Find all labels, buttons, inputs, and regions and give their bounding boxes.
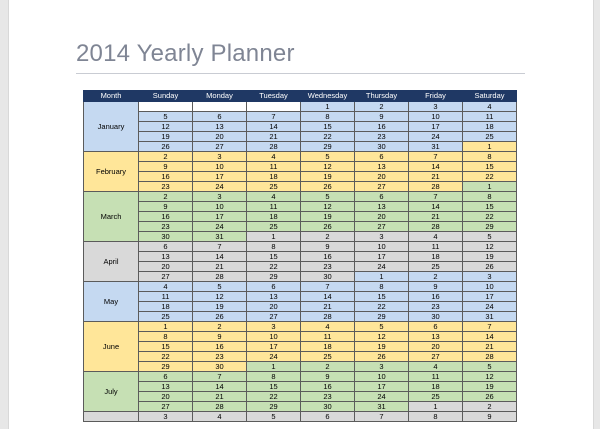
day-cell[interactable]: 1 — [247, 232, 301, 242]
day-cell[interactable]: 6 — [193, 112, 247, 122]
month-label — [84, 412, 139, 422]
day-cell[interactable]: 23 — [355, 132, 409, 142]
day-cell[interactable]: 30 — [355, 142, 409, 152]
day-cell[interactable]: 29 — [247, 272, 301, 282]
day-cell[interactable]: 19 — [463, 382, 517, 392]
day-cell[interactable]: 18 — [139, 302, 193, 312]
week-row — [84, 252, 517, 262]
day-cell[interactable]: 13 — [139, 382, 193, 392]
day-cell[interactable]: 17 — [355, 252, 409, 262]
day-cell[interactable]: 1 — [139, 322, 193, 332]
day-cell[interactable]: 10 — [463, 282, 517, 292]
day-cell[interactable]: 27 — [139, 272, 193, 282]
week-row — [84, 202, 517, 212]
day-cell[interactable]: 23 — [301, 392, 355, 402]
day-cell[interactable]: 26 — [355, 352, 409, 362]
day-cell[interactable]: 16 — [193, 342, 247, 352]
day-cell[interactable]: 9 — [193, 332, 247, 342]
day-cell[interactable]: 29 — [463, 222, 517, 232]
day-cell[interactable]: 18 — [247, 172, 301, 182]
week-row — [84, 122, 517, 132]
day-cell[interactable]: 24 — [463, 302, 517, 312]
day-cell[interactable]: 27 — [409, 352, 463, 362]
day-cell[interactable]: 8 — [463, 192, 517, 202]
day-cell[interactable]: 18 — [463, 122, 517, 132]
week-row — [84, 382, 517, 392]
day-cell[interactable]: 7 — [355, 412, 409, 422]
day-cell[interactable]: 25 — [247, 182, 301, 192]
day-cell[interactable]: 4 — [409, 362, 463, 372]
header-month: Month — [84, 91, 139, 102]
day-cell[interactable]: 2 — [301, 232, 355, 242]
week-row — [84, 322, 517, 332]
day-cell[interactable]: 8 — [139, 332, 193, 342]
header-tuesday: Tuesday — [247, 91, 301, 102]
day-cell[interactable]: 1 — [355, 272, 409, 282]
day-cell[interactable]: 6 — [355, 192, 409, 202]
day-cell[interactable]: 26 — [301, 222, 355, 232]
day-cell[interactable]: 17 — [247, 342, 301, 352]
day-cell[interactable]: 3 — [247, 322, 301, 332]
day-cell[interactable]: 23 — [301, 262, 355, 272]
header-friday: Friday — [409, 91, 463, 102]
day-cell[interactable]: 1 — [301, 102, 355, 112]
day-cell[interactable]: 2 — [193, 322, 247, 332]
day-cell[interactable]: 5 — [301, 152, 355, 162]
day-cell[interactable]: 15 — [139, 342, 193, 352]
day-cell[interactable]: 13 — [355, 202, 409, 212]
day-cell[interactable]: 3 — [463, 272, 517, 282]
day-cell[interactable]: 15 — [463, 202, 517, 212]
day-cell[interactable]: 3 — [409, 102, 463, 112]
day-cell[interactable]: 10 — [247, 332, 301, 342]
day-cell[interactable]: 11 — [463, 112, 517, 122]
day-cell[interactable]: 31 — [193, 232, 247, 242]
day-cell[interactable]: 9 — [139, 202, 193, 212]
document-page — [8, 0, 594, 429]
planner-title: 2014 Yearly Planner — [76, 40, 295, 67]
day-cell[interactable]: 8 — [409, 412, 463, 422]
day-cell[interactable]: 16 — [139, 172, 193, 182]
day-cell[interactable]: 18 — [301, 342, 355, 352]
day-cell[interactable]: 21 — [301, 302, 355, 312]
day-cell[interactable]: 13 — [247, 292, 301, 302]
month-label: January — [84, 102, 139, 152]
day-cell[interactable]: 14 — [193, 252, 247, 262]
day-cell[interactable]: 19 — [193, 302, 247, 312]
day-cell[interactable]: 20 — [139, 262, 193, 272]
header-row — [84, 91, 517, 102]
day-cell[interactable] — [193, 102, 247, 112]
day-cell[interactable]: 22 — [301, 132, 355, 142]
day-cell[interactable]: 18 — [409, 252, 463, 262]
day-cell[interactable]: 11 — [409, 242, 463, 252]
day-cell[interactable]: 6 — [355, 152, 409, 162]
week-row — [84, 292, 517, 302]
day-cell[interactable]: 3 — [355, 362, 409, 372]
header-monday: Monday — [193, 91, 247, 102]
day-cell[interactable]: 30 — [409, 312, 463, 322]
week-row — [84, 222, 517, 232]
day-cell[interactable]: 26 — [193, 312, 247, 322]
day-cell[interactable]: 30 — [139, 232, 193, 242]
day-cell[interactable]: 14 — [463, 332, 517, 342]
day-cell[interactable]: 28 — [193, 272, 247, 282]
day-cell[interactable]: 3 — [193, 192, 247, 202]
day-cell[interactable]: 17 — [355, 382, 409, 392]
day-cell[interactable]: 17 — [409, 122, 463, 132]
day-cell[interactable]: 8 — [247, 242, 301, 252]
day-cell[interactable]: 3 — [139, 412, 193, 422]
day-cell[interactable]: 25 — [409, 262, 463, 272]
month-label: June — [84, 322, 139, 372]
day-cell[interactable]: 2 — [355, 102, 409, 112]
month-label: February — [84, 152, 139, 192]
day-cell[interactable]: 16 — [301, 382, 355, 392]
day-cell[interactable]: 2 — [139, 152, 193, 162]
day-cell[interactable]: 7 — [409, 152, 463, 162]
header-sunday: Sunday — [139, 91, 193, 102]
day-cell[interactable]: 20 — [193, 132, 247, 142]
day-cell[interactable]: 26 — [301, 182, 355, 192]
day-cell[interactable]: 28 — [301, 312, 355, 322]
day-cell[interactable]: 20 — [355, 212, 409, 222]
day-cell[interactable]: 16 — [301, 252, 355, 262]
day-cell[interactable]: 12 — [355, 332, 409, 342]
day-cell[interactable]: 14 — [247, 122, 301, 132]
day-cell[interactable]: 12 — [301, 162, 355, 172]
day-cell[interactable]: 14 — [193, 382, 247, 392]
day-cell[interactable]: 15 — [463, 162, 517, 172]
week-row — [84, 272, 517, 282]
day-cell[interactable]: 19 — [301, 212, 355, 222]
day-cell[interactable]: 13 — [193, 122, 247, 132]
day-cell[interactable]: 25 — [463, 132, 517, 142]
planner-table — [83, 90, 517, 422]
day-cell[interactable]: 28 — [409, 182, 463, 192]
day-cell[interactable]: 2 — [463, 402, 517, 412]
day-cell[interactable]: 19 — [139, 132, 193, 142]
day-cell[interactable]: 7 — [409, 192, 463, 202]
day-cell[interactable]: 28 — [247, 142, 301, 152]
day-cell[interactable]: 19 — [301, 172, 355, 182]
week-row — [84, 412, 517, 422]
day-cell[interactable]: 5 — [193, 282, 247, 292]
day-cell[interactable]: 6 — [139, 242, 193, 252]
day-cell[interactable]: 20 — [247, 302, 301, 312]
day-cell[interactable] — [139, 102, 193, 112]
planner-body — [84, 102, 517, 422]
day-cell[interactable]: 23 — [409, 302, 463, 312]
day-cell[interactable]: 10 — [355, 242, 409, 252]
day-cell[interactable]: 22 — [139, 352, 193, 362]
day-cell[interactable]: 25 — [409, 392, 463, 402]
day-cell[interactable]: 15 — [355, 292, 409, 302]
day-cell[interactable]: 12 — [301, 202, 355, 212]
day-cell[interactable]: 11 — [139, 292, 193, 302]
day-cell[interactable]: 19 — [355, 342, 409, 352]
day-cell[interactable]: 7 — [247, 112, 301, 122]
day-cell[interactable]: 29 — [301, 142, 355, 152]
day-cell[interactable]: 9 — [301, 372, 355, 382]
month-label: April — [84, 242, 139, 282]
day-cell[interactable]: 16 — [409, 292, 463, 302]
day-cell[interactable]: 1 — [247, 362, 301, 372]
day-cell[interactable]: 14 — [409, 162, 463, 172]
header-wednesday: Wednesday — [301, 91, 355, 102]
day-cell[interactable]: 10 — [193, 162, 247, 172]
day-cell[interactable]: 25 — [139, 312, 193, 322]
day-cell[interactable]: 15 — [247, 382, 301, 392]
day-cell[interactable]: 20 — [139, 392, 193, 402]
day-cell[interactable]: 2 — [301, 362, 355, 372]
day-cell[interactable]: 21 — [409, 172, 463, 182]
title-divider — [76, 73, 525, 74]
day-cell[interactable]: 26 — [139, 142, 193, 152]
week-row — [84, 392, 517, 402]
day-cell[interactable]: 17 — [463, 292, 517, 302]
week-row — [84, 192, 517, 202]
day-cell[interactable]: 12 — [463, 372, 517, 382]
day-cell[interactable]: 23 — [193, 352, 247, 362]
day-cell[interactable]: 4 — [463, 102, 517, 112]
day-cell[interactable]: 25 — [301, 352, 355, 362]
day-cell[interactable]: 21 — [247, 132, 301, 142]
day-cell[interactable]: 8 — [301, 112, 355, 122]
day-cell[interactable]: 21 — [193, 262, 247, 272]
day-cell[interactable]: 22 — [463, 212, 517, 222]
day-cell[interactable]: 24 — [355, 392, 409, 402]
day-cell[interactable]: 29 — [355, 312, 409, 322]
day-cell[interactable]: 1 — [463, 142, 517, 152]
day-cell[interactable]: 4 — [301, 322, 355, 332]
day-cell[interactable]: 20 — [409, 342, 463, 352]
day-cell[interactable]: 26 — [463, 262, 517, 272]
day-cell[interactable]: 10 — [409, 112, 463, 122]
day-cell[interactable]: 22 — [355, 302, 409, 312]
week-row — [84, 342, 517, 352]
week-row — [84, 212, 517, 222]
week-row — [84, 302, 517, 312]
day-cell[interactable]: 31 — [409, 142, 463, 152]
day-cell[interactable]: 24 — [409, 132, 463, 142]
month-label: July — [84, 372, 139, 412]
day-cell[interactable]: 24 — [247, 352, 301, 362]
day-cell[interactable]: 4 — [409, 232, 463, 242]
day-cell[interactable]: 13 — [139, 252, 193, 262]
day-cell[interactable]: 7 — [193, 242, 247, 252]
week-row — [84, 262, 517, 272]
day-cell[interactable]: 15 — [301, 122, 355, 132]
week-row — [84, 312, 517, 322]
day-cell[interactable]: 9 — [301, 242, 355, 252]
day-cell[interactable]: 22 — [247, 392, 301, 402]
day-cell[interactable]: 1 — [409, 402, 463, 412]
day-cell[interactable]: 5 — [463, 362, 517, 372]
day-cell[interactable]: 18 — [409, 382, 463, 392]
day-cell[interactable]: 12 — [139, 122, 193, 132]
day-cell[interactable]: 3 — [355, 232, 409, 242]
month-label: March — [84, 192, 139, 242]
week-row — [84, 402, 517, 412]
week-row — [84, 332, 517, 342]
day-cell[interactable]: 29 — [139, 362, 193, 372]
day-cell[interactable]: 27 — [193, 142, 247, 152]
day-cell[interactable]: 27 — [139, 402, 193, 412]
day-cell[interactable]: 20 — [355, 172, 409, 182]
week-row — [84, 132, 517, 142]
day-cell[interactable]: 31 — [355, 402, 409, 412]
day-cell[interactable]: 25 — [247, 222, 301, 232]
day-cell[interactable]: 12 — [193, 292, 247, 302]
day-cell[interactable]: 21 — [193, 392, 247, 402]
week-row — [84, 372, 517, 382]
day-cell[interactable]: 2 — [139, 192, 193, 202]
header-thursday: Thursday — [355, 91, 409, 102]
week-row — [84, 142, 517, 152]
day-cell[interactable]: 4 — [247, 192, 301, 202]
day-cell[interactable]: 8 — [355, 282, 409, 292]
day-cell[interactable]: 27 — [355, 182, 409, 192]
day-cell[interactable]: 23 — [139, 222, 193, 232]
day-cell[interactable]: 5 — [463, 232, 517, 242]
day-cell[interactable]: 5 — [355, 322, 409, 332]
week-row — [84, 182, 517, 192]
week-row — [84, 352, 517, 362]
week-row — [84, 232, 517, 242]
day-cell[interactable]: 24 — [193, 182, 247, 192]
day-cell[interactable]: 19 — [463, 252, 517, 262]
day-cell[interactable]: 21 — [409, 212, 463, 222]
day-cell[interactable]: 16 — [355, 122, 409, 132]
week-row — [84, 162, 517, 172]
day-cell[interactable]: 15 — [247, 252, 301, 262]
day-cell[interactable]: 12 — [463, 242, 517, 252]
week-row — [84, 282, 517, 292]
day-cell[interactable]: 17 — [193, 212, 247, 222]
day-cell[interactable]: 6 — [139, 372, 193, 382]
day-cell[interactable]: 9 — [139, 162, 193, 172]
week-row — [84, 152, 517, 162]
day-cell[interactable]: 22 — [247, 262, 301, 272]
day-cell[interactable]: 11 — [247, 202, 301, 212]
day-cell[interactable]: 22 — [463, 172, 517, 182]
day-cell[interactable]: 6 — [409, 322, 463, 332]
day-cell[interactable]: 14 — [409, 202, 463, 212]
week-row — [84, 362, 517, 372]
day-cell[interactable]: 6 — [301, 412, 355, 422]
day-cell[interactable]: 24 — [193, 222, 247, 232]
day-cell[interactable]: 26 — [463, 392, 517, 402]
day-cell[interactable]: 4 — [247, 152, 301, 162]
day-cell[interactable]: 8 — [463, 152, 517, 162]
day-cell[interactable]: 5 — [139, 112, 193, 122]
day-cell[interactable]: 4 — [139, 282, 193, 292]
day-cell[interactable]: 27 — [247, 312, 301, 322]
day-cell[interactable]: 30 — [301, 402, 355, 412]
day-cell[interactable]: 8 — [247, 372, 301, 382]
day-cell[interactable]: 23 — [139, 182, 193, 192]
day-cell[interactable]: 29 — [247, 402, 301, 412]
day-cell[interactable]: 28 — [193, 402, 247, 412]
day-cell[interactable]: 13 — [409, 332, 463, 342]
day-cell[interactable]: 7 — [463, 322, 517, 332]
day-cell[interactable]: 9 — [463, 412, 517, 422]
day-cell[interactable]: 2 — [409, 272, 463, 282]
day-cell[interactable]: 31 — [463, 312, 517, 322]
day-cell[interactable]: 3 — [193, 152, 247, 162]
day-cell[interactable]: 11 — [409, 372, 463, 382]
day-cell[interactable]: 16 — [139, 212, 193, 222]
day-cell[interactable]: 7 — [193, 372, 247, 382]
day-cell[interactable]: 9 — [355, 112, 409, 122]
day-cell[interactable]: 30 — [301, 272, 355, 282]
day-cell[interactable]: 24 — [355, 262, 409, 272]
day-cell[interactable]: 17 — [193, 172, 247, 182]
week-row — [84, 112, 517, 122]
day-cell[interactable]: 30 — [193, 362, 247, 372]
week-row — [84, 172, 517, 182]
day-cell[interactable]: 4 — [193, 412, 247, 422]
day-cell[interactable]: 6 — [247, 282, 301, 292]
day-cell[interactable]: 13 — [355, 162, 409, 172]
day-cell[interactable]: 10 — [193, 202, 247, 212]
day-cell[interactable]: 21 — [463, 342, 517, 352]
day-cell[interactable]: 7 — [301, 282, 355, 292]
day-cell[interactable]: 5 — [247, 412, 301, 422]
day-cell[interactable]: 10 — [355, 372, 409, 382]
day-cell[interactable]: 28 — [409, 222, 463, 232]
day-cell[interactable]: 1 — [463, 182, 517, 192]
day-cell[interactable]: 11 — [301, 332, 355, 342]
day-cell[interactable] — [247, 102, 301, 112]
day-cell[interactable]: 28 — [463, 352, 517, 362]
week-row — [84, 242, 517, 252]
header-saturday: Saturday — [463, 91, 517, 102]
day-cell[interactable]: 9 — [409, 282, 463, 292]
day-cell[interactable]: 5 — [301, 192, 355, 202]
week-row — [84, 102, 517, 112]
day-cell[interactable]: 27 — [355, 222, 409, 232]
day-cell[interactable]: 11 — [247, 162, 301, 172]
day-cell[interactable]: 18 — [247, 212, 301, 222]
day-cell[interactable]: 14 — [301, 292, 355, 302]
month-label: May — [84, 282, 139, 322]
